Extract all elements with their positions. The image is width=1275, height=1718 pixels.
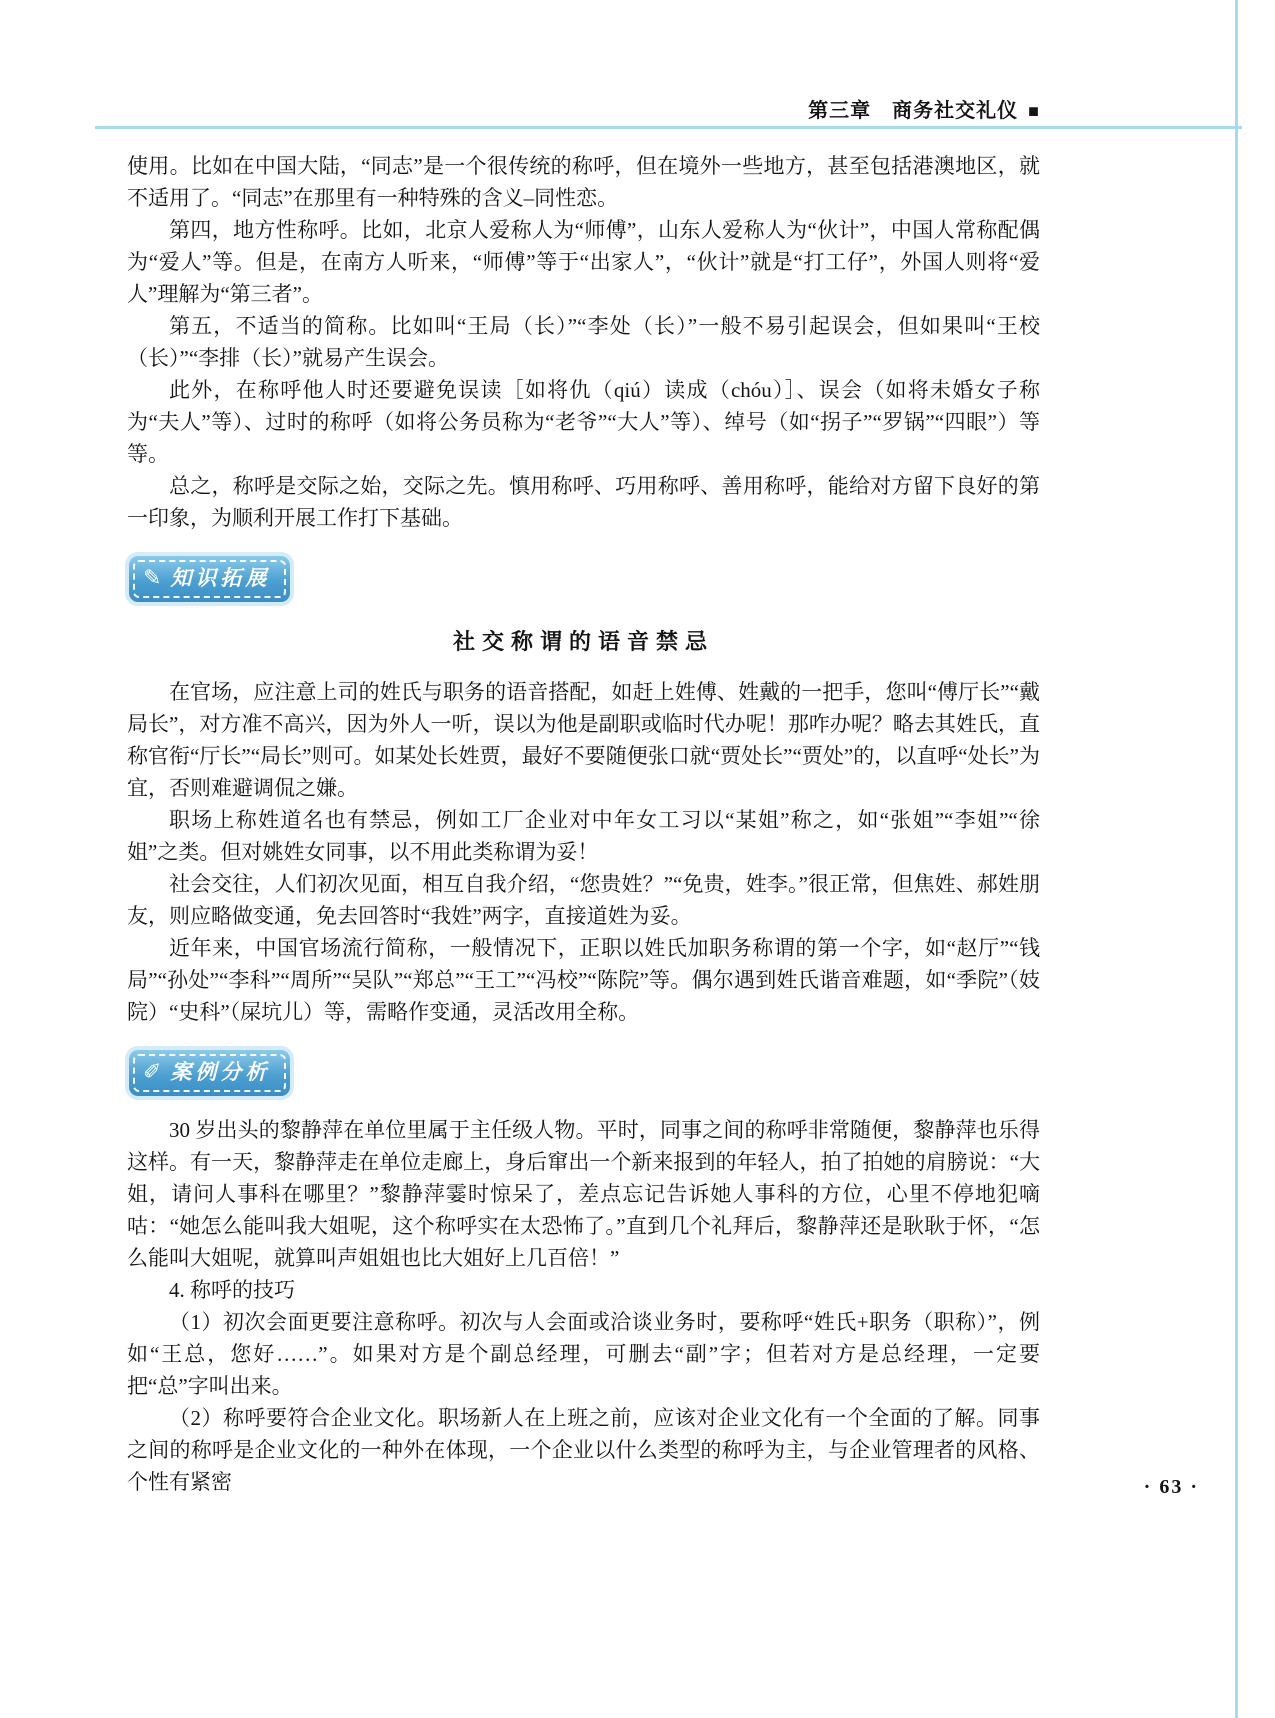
knowledge-expansion-badge	[129, 556, 290, 602]
body-paragraph: （2）称呼要符合企业文化。职场新人在上班之前，应该对企业文化有一个全面的了解。同事之间的称呼是企业文化的一种外在体现，一个企业以什么类型的称呼为主，与企业管理者的风格、个性有紧密	[127, 1406, 1040, 1494]
body-paragraph: 第四，地方性称呼。比如，北京人爱称人为“师傅”，山东人爱称人为“伙计”，中国人常称配偶为“爱人”等。但是，在南方人听来，“师傅”等于“出家人”，“伙计”就是“打工仔”，外国人则将“爱人”理解为“第三者”。	[127, 218, 1040, 306]
body-paragraph: 职场上称姓道名也有禁忌，例如工厂企业对中年女工习以“某姐”称之，如“张姐”“李姐”“徐姐”之类。但对姚姓女同事，以不用此类称谓为妥！	[127, 808, 1040, 864]
chapter-marker-square: ■	[1028, 101, 1040, 121]
body-paragraph: 使用。比如在中国大陆，“同志”是一个很传统的称呼，但在境外一些地方，甚至包括港澳地区，就不适用了。“同志”在那里有一种特殊的含义–同性恋。	[127, 154, 1040, 210]
tips-heading: 4. 称呼的技巧	[169, 1278, 295, 1302]
body-paragraph: 30 岁出头的黎静萍在单位里属于主任级人物。平时，同事之间的称呼非常随便，黎静萍也乐得这样。有一天，黎静萍走在单位走廊上，身后窜出一个新来报到的年轻人，拍了拍她的肩膀说：“大姐，请问人事科在哪里？”黎静萍霎时惊呆了，差点忘记告诉她人事科的方位，心里不停地犯嘀咕：“她怎么能叫我大姐呢，这个称呼实在太恐怖了。”直到几个礼拜后，黎静萍还是耿耿于怀，“怎么能叫大姐呢，就算叫声姐姐也比大姐好上几百倍！”	[127, 1118, 1040, 1270]
page-content	[127, 150, 1040, 1498]
page-number: · 63 ·	[1143, 1476, 1199, 1498]
body-paragraph: 在官场，应注意上司的姓氏与职务的语音搭配，如赶上姓傅、姓戴的一把手，您叫“傅厅长”“戴局长”，对方准不高兴，因为外人一听，误以为他是副职或临时代办呢！那咋办呢？略去其姓氏，直称官衔“厅长”“局长”则可。如某处长姓贾，最好不要随便张口就“贾处长”“贾处”的，以直呼“处长”为宜，否则难避调侃之嫌。	[127, 680, 1040, 800]
case-analysis-label: 案例分析	[170, 1061, 271, 1084]
body-paragraph: 此外，在称呼他人时还要避免误读［如将仇（qiú）读成（chóu）］、误会（如将未婚女子称为“夫人”等）、过时的称呼（如将公务员称为“老爷”“大人”等）、绰号（如“拐子”“罗锅”“四眼”）等等。	[127, 378, 1040, 466]
body-paragraph: 社会交往，人们初次见面，相互自我介绍，“您贵姓？”“免贵，姓李。”很正常，但焦姓、郝姓朋友，则应略做变通，免去回答时“我姓”两字，直接道姓为妥。	[127, 872, 1040, 928]
pen-document-icon: ✐	[143, 1060, 162, 1085]
right-accent-line	[1235, 0, 1238, 1718]
header-rule	[95, 126, 1242, 129]
case-analysis-badge-row	[129, 1050, 1040, 1096]
case-analysis-badge	[129, 1050, 290, 1096]
body-paragraph: （1）初次会面更要注意称呼。初次与人会面或洽谈业务时，要称呼“姓氏+职务（职称）”，例如“王总，您好……”。如果对方是个副总经理，可删去“副”字；但若对方是总经理，一定要把“总”字叫出来。	[127, 1310, 1040, 1398]
knowledge-expansion-badge-row	[129, 556, 1040, 602]
writing-hand-icon: ✎	[143, 566, 162, 591]
body-paragraph: 近年来，中国官场流行简称，一般情况下，正职以姓氏加职务称谓的第一个字，如“赵厅”“钱局”“孙处”“李科”“周所”“吴队”“郑总”“王工”“冯校”“陈院”等。偶尔遇到姓氏谐音难题，如“季院”（妓院）“史科”（屎坑儿）等，需略作变通，灵活改用全称。	[127, 936, 1040, 1024]
knowledge-expansion-label: 知识拓展	[170, 567, 271, 590]
body-paragraph: 总之，称呼是交际之始，交际之先。慎用称呼、巧用称呼、善用称呼，能给对方留下良好的第一印象，为顺利开展工作打下基础。	[127, 474, 1040, 530]
body-paragraph: 第五，不适当的简称。比如叫“王局（长）”“李处（长）”一般不易引起误会，但如果叫“王校（长）”“李排（长）”就易产生误会。	[127, 314, 1040, 370]
section-title: 社交称谓的语音禁忌	[452, 629, 714, 654]
chapter-title: 第三章 商务社交礼仪	[808, 100, 1019, 122]
page-header	[127, 94, 1040, 123]
